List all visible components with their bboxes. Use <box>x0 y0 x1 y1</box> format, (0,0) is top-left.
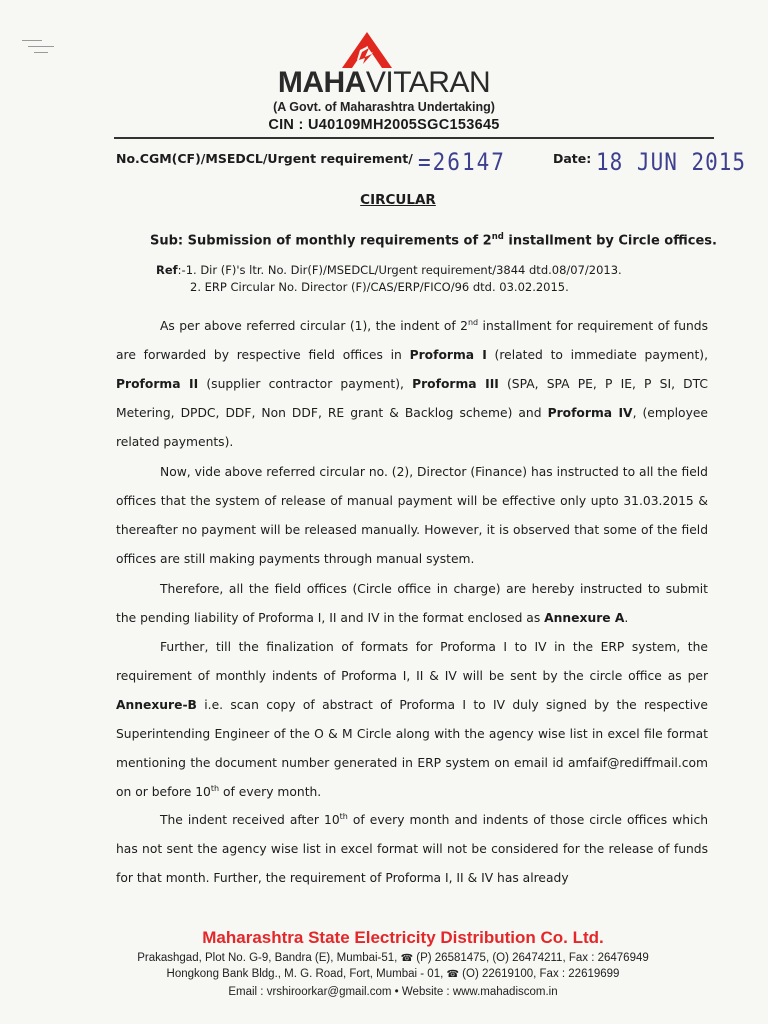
scan-mark <box>34 52 48 53</box>
footer-address-1: Prakashgad, Plot No. G-9, Bandra (E), Mumbai-51, <box>137 952 398 964</box>
paragraph-4 <box>116 633 708 807</box>
p4-bold: Annexure-B <box>116 698 197 712</box>
scan-mark <box>22 40 42 41</box>
header-divider <box>114 137 714 139</box>
p5-sup: th <box>339 811 348 821</box>
telephone-icon: ☎ <box>446 969 459 980</box>
paragraph-2: Now, vide above referred circular no. (2), Director (Finance) has instructed to all the field offices that the system of release of manual payment will be effective only upto 31.03.2015 & thereafter no payment will be released manually. However, it is observed that some of the field offices are still making payments through manual system. <box>116 465 708 566</box>
mahavitaran-logo-icon <box>338 30 396 70</box>
paragraph-5 <box>116 806 708 893</box>
p1-text: (related to immediate payment), <box>486 348 708 362</box>
reference-2: 2. ERP Circular No. Director (F)/CAS/ERP/FICO/96 dtd. 03.02.2015. <box>190 280 569 294</box>
p1-text: As per above referred circular (1), the indent of 2 <box>160 319 468 333</box>
p4-text: of every month. <box>219 785 322 799</box>
p4-text: Further, till the finalization of formats for Proforma I to IV in the ERP system, the requirement of monthly indents of Proforma I, II & IV will be sent by the circle office as per <box>116 640 708 683</box>
scan-mark <box>28 46 54 47</box>
references <box>156 262 622 296</box>
p1-sup: nd <box>467 317 479 327</box>
p1-bold: Proforma III <box>412 377 499 391</box>
p4-text: i.e. scan copy of abstract of Proforma I to IV duly signed by the respective Superintending Engineer of the O & M Circle along with the agency wise list in excel file format mentioning the document number generated in ERP system on email id amfaif@rediffmail.com on or before 10 <box>116 698 708 799</box>
subject-pre: Sub: Submission of monthly requirements of 2 <box>150 233 492 249</box>
date-label: Date: <box>553 151 592 166</box>
p1-text: (supplier contractor payment), <box>198 377 413 391</box>
reference-1 <box>156 262 622 279</box>
p5-text: of every month and indents of those circle offices which has not sent the agency wise list in excel format will not be considered for the release of funds for that month. Further, the requirement of Proforma I, II & IV has already <box>116 813 709 885</box>
govt-subtitle: (A Govt. of Maharashtra Undertaking) <box>273 100 495 114</box>
brand-light: VITARAN <box>365 66 491 99</box>
subject-post: installment by Circle offices. <box>503 233 717 249</box>
p1-text: , (employee related payments). <box>116 406 708 449</box>
footer-phone-1: (P) 26581475, (O) 26474211, Fax : 26476949 <box>416 952 649 964</box>
brand-name <box>0 66 768 100</box>
date-stamp: 18 JUN 2015 <box>596 148 747 176</box>
p3-text: Therefore, all the field offices (Circle office in charge) are hereby instructed to submit the pending liability of Proforma I, II and IV in the format enclosed as <box>116 582 708 625</box>
telephone-icon: ☎ <box>400 953 414 964</box>
subject-line <box>150 232 717 248</box>
footer-phone-2: (O) 22619100, Fax : 22619699 <box>462 968 620 980</box>
reference-number-label: No.CGM(CF)/MSEDCL/Urgent requirement/ <box>116 151 413 166</box>
ref-label: Ref <box>156 263 178 277</box>
footer-company-name: Maharashtra State Electricity Distribution Co. Ltd. <box>202 928 604 947</box>
p5-text: The indent received after 10 <box>160 813 340 827</box>
brand-bold: MAHA <box>277 66 366 99</box>
paragraph-1 <box>116 312 708 457</box>
p1-bold: Proforma II <box>116 377 199 391</box>
p1-bold: Proforma I <box>409 348 487 362</box>
p4-sup: th <box>210 783 220 793</box>
footer-contact-line: Email : vrshiroorkar@gmail.com • Website : www.mahadiscom.in <box>228 986 558 998</box>
p3-bold: Annexure A <box>544 611 625 625</box>
ref-1-text: :-1. Dir (F)'s ltr. No. Dir(F)/MSEDCL/Urgent requirement/3844 dtd.08/07/2013. <box>177 263 622 277</box>
footer-address-line-1 <box>0 952 768 964</box>
reference-number-stamp: =26147 <box>418 148 506 176</box>
footer-address-line-2 <box>0 968 768 980</box>
p1-text: installment for requirement of funds are forwarded by respective field offices in <box>116 319 709 362</box>
subject-sup: nd <box>491 232 504 242</box>
paragraph-3 <box>116 575 708 633</box>
p3-text: . <box>624 611 629 625</box>
footer-address-2: Hongkong Bank Bldg., M. G. Road, Fort, Mumbai - 01, <box>166 968 444 980</box>
p1-text: (SPA, SPA PE, P IE, P SI, DTC Metering, DPDC, DDF, Non DDF, RE grant & Backlog scheme) and <box>116 377 708 420</box>
cin-number: CIN : U40109MH2005SGC153645 <box>268 117 500 133</box>
reference-number-value: 26147 <box>432 148 506 176</box>
circular-title: CIRCULAR <box>360 192 436 208</box>
p1-bold: Proforma IV <box>547 406 633 420</box>
